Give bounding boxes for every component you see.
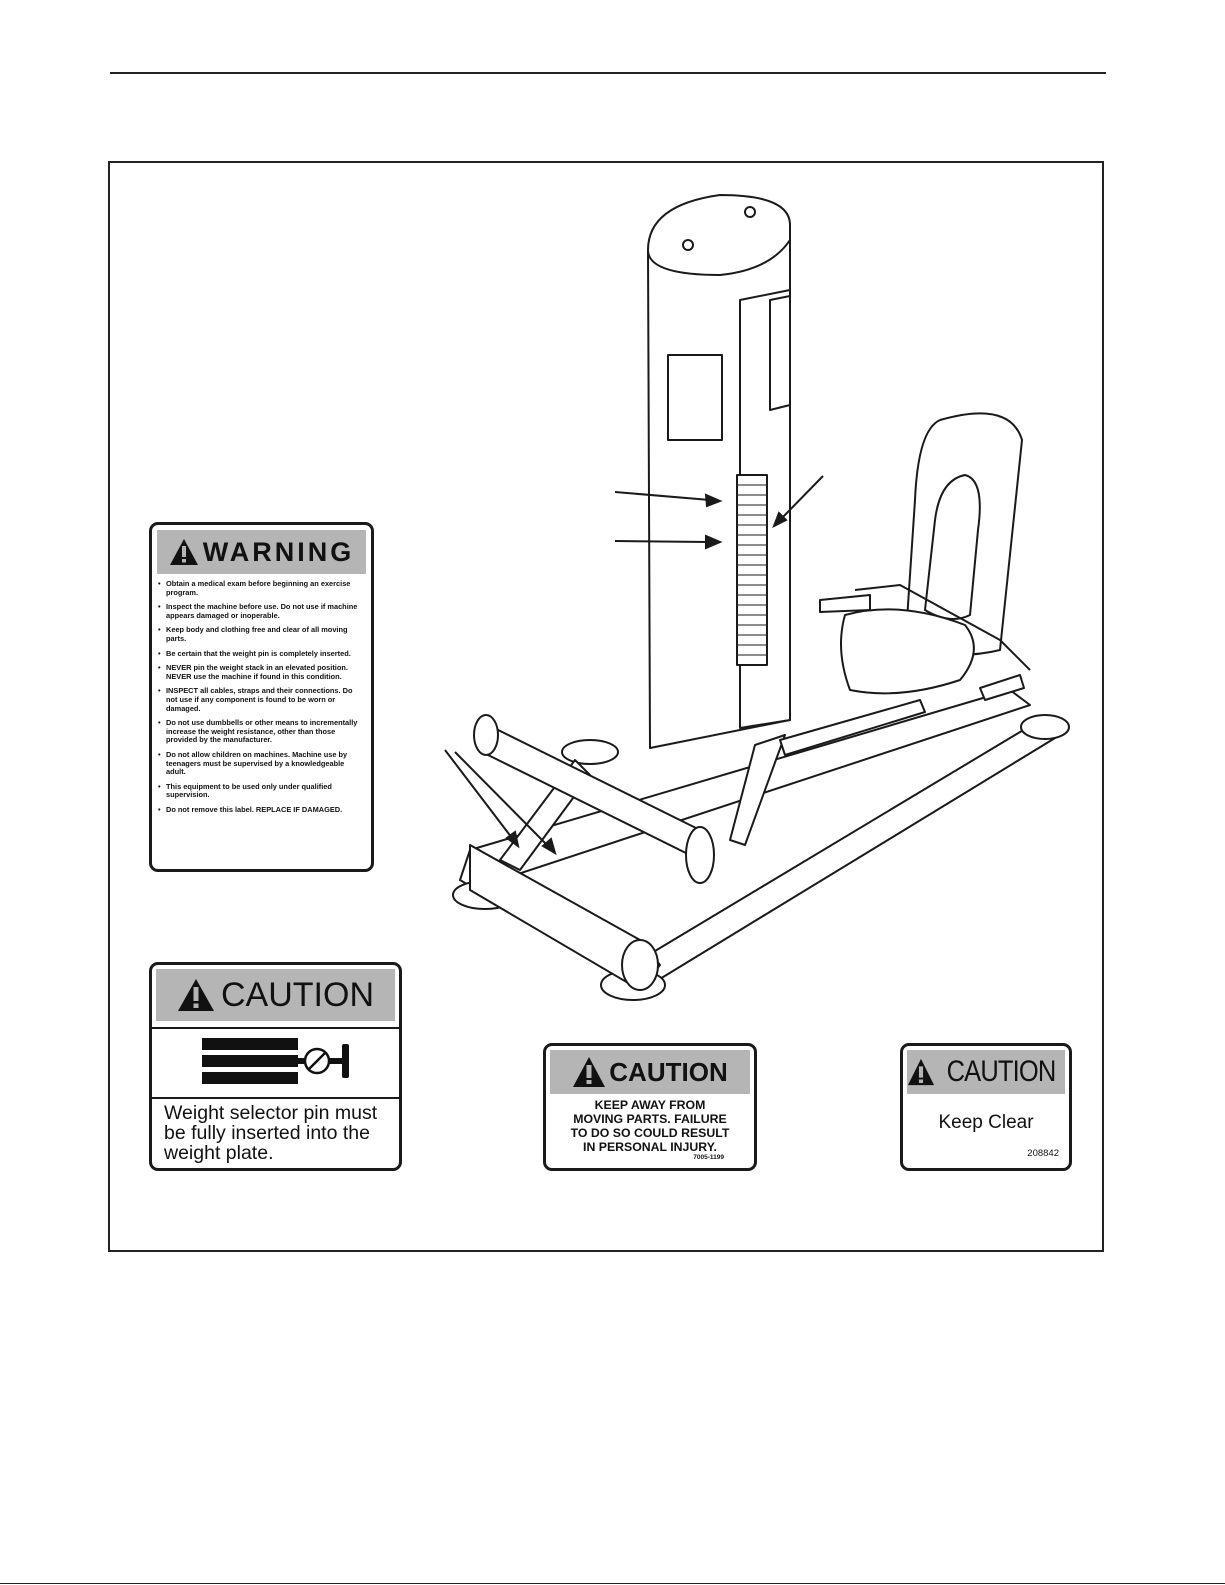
warning-item: • Do not remove this label. REPLACE IF DAMAGED. <box>158 806 363 815</box>
warning-list <box>152 580 371 814</box>
caution-pin-line: Weight selector pin must <box>164 1102 378 1124</box>
caution-moving-code: 7005-1199 <box>693 1154 724 1161</box>
warning-item: • Keep body and clothing free and clear of all moving parts. <box>158 626 363 643</box>
bottom-rule <box>0 1583 1225 1584</box>
warning-item: • INSPECT all cables, straps and their connections. Do not use if any component is found to be worn or damaged. <box>158 687 363 713</box>
warning-header <box>157 530 366 574</box>
caution-clear-header <box>907 1050 1065 1094</box>
caution-moving-header <box>550 1050 750 1094</box>
caution-pin-line: weight plate. <box>164 1142 274 1164</box>
warning-item: • Obtain a medical exam before beginning an exercise program. <box>158 580 363 597</box>
caution-pin-title: CAUTION <box>221 975 374 1014</box>
exclamation-triangle-icon <box>907 1057 935 1087</box>
warning-item: • NEVER pin the weight stack in an elevated position. NEVER use the machine if found in this condition. <box>158 664 363 681</box>
weight-pin-icon <box>152 1029 399 1097</box>
caution-pin-header <box>156 969 395 1021</box>
caution-clear-text: Keep Clear <box>938 1112 1034 1133</box>
warning-title: WARNING <box>202 536 355 567</box>
exclamation-triangle-icon <box>177 978 215 1012</box>
caution-moving-line: KEEP AWAY FROM <box>594 1098 706 1112</box>
caution-moving-text <box>546 1098 754 1154</box>
warning-label <box>149 522 374 872</box>
caution-pin-text <box>152 1099 399 1163</box>
caution-pin-label <box>149 962 402 1171</box>
caution-moving-parts-label <box>543 1043 757 1171</box>
caution-moving-line: MOVING PARTS. FAILURE <box>573 1112 727 1126</box>
caution-moving-title: CAUTION <box>609 1056 728 1087</box>
warning-item: • Do not use dumbbells or other means to incrementally increase the weight resistance, other than those provided by the manufacturer. <box>158 719 363 745</box>
weight-pin-pictogram <box>152 1027 399 1099</box>
caution-clear-title: CAUTION <box>946 1055 1056 1088</box>
caution-moving-line: TO DO SO COULD RESULT <box>570 1126 730 1140</box>
exclamation-triangle-icon <box>572 1056 606 1088</box>
caution-keep-clear-label <box>900 1043 1072 1171</box>
warning-item: • Inspect the machine before use. Do not use if machine appears damaged or inoperable. <box>158 603 363 620</box>
caution-moving-line: IN PERSONAL INJURY. <box>583 1140 717 1154</box>
caution-clear-code: 208842 <box>1027 1148 1059 1159</box>
caution-pin-line: be fully inserted into the <box>164 1122 370 1144</box>
warning-item: • This equipment to be used only under qualified supervision. <box>158 783 363 800</box>
warning-item: • Do not allow children on machines. Machine use by teenagers must be supervised by a knowledgeable adult. <box>158 751 363 777</box>
exclamation-triangle-icon <box>169 538 199 566</box>
warning-item: • Be certain that the weight pin is completely inserted. <box>158 650 363 659</box>
